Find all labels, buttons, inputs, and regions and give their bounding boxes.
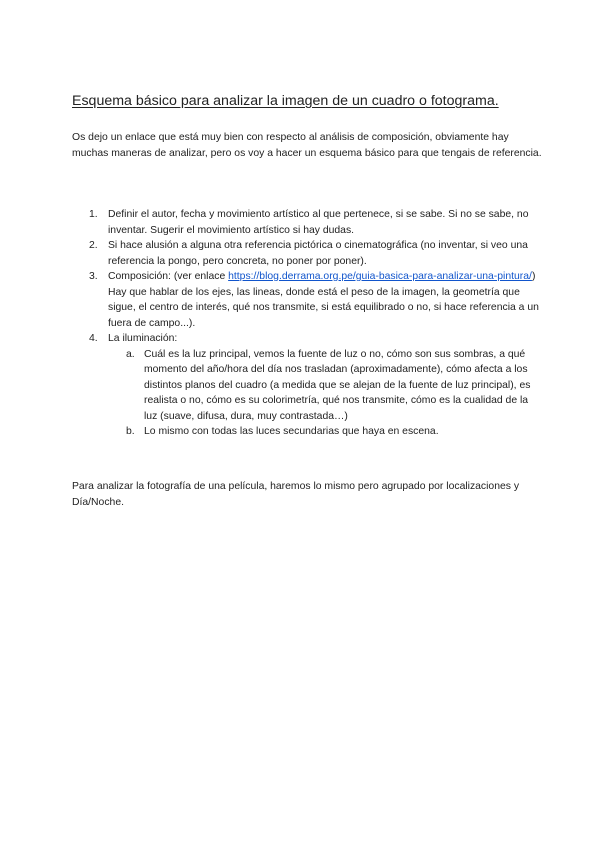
list-item-text: La iluminación: — [108, 333, 178, 344]
list-item-number: 2. — [89, 240, 98, 251]
composition-guide-link[interactable]: https://blog.derrama.org.pe/guia-basica-para-analizar-una-pintura/ — [228, 271, 532, 282]
sublist-item-text: Cuál es la luz principal, vemos la fuente de luz o no, cómo son sus sombras, a qué momento del año/hora del día nos trasladan (aproximadamente), cómo afecta a los distintos planos del cuadro (a medida que se alejan de la fuente de luz principal), es realista o no, cómo es su colorimetría, qué nos transmite, cómo es la cualidad de la luz (suave, difusa, dura, muy contrastada…) — [144, 348, 531, 422]
sublist-item-letter: a. — [126, 348, 135, 360]
document-title: Esquema básico para analizar la imagen de un cuadro o fotograma. — [72, 93, 499, 109]
sublist-item-text: Lo mismo con todas las luces secundarias que haya en escena. — [144, 426, 439, 437]
intro-paragraph: Os dejo un enlace que está muy bien con respecto al análisis de composición, obviamente hay muchas maneras de analizar, pero os voy a hacer un esquema básico para que tengais de referencia. — [72, 132, 542, 159]
lettered-sublist — [72, 347, 542, 440]
list-item — [72, 238, 542, 269]
list-item-text: Definir el autor, fecha y movimiento artístico al que pertenece, si se sabe. Si no se sabe, no inventar. Sugerir el movimiento artístico si hay dudas. — [108, 209, 529, 236]
numbered-list — [72, 207, 542, 440]
closing-paragraph: Para analizar la fotografía de una película, haremos lo mismo pero agrupado por localizaciones y Día/Noche. — [72, 481, 520, 508]
sublist-item — [72, 424, 542, 440]
sublist-item-letter: b. — [126, 426, 135, 437]
list-item-text: ) Hay que hablar de los ejes, las lineas, donde está el peso de la imagen, la geometría que sigue, el centro de interés, qué nos transmite, si está equilibrado o no, si hace referencia a un fuera de campo...). — [108, 271, 539, 329]
list-item-number: 1. — [89, 209, 98, 220]
list-item-text: Si hace alusión a alguna otra referencia pictórica o cinematográfica (no inventar, si veo una referencia la pongo, pero concreta, no poner por poner). — [108, 240, 528, 267]
list-item — [72, 269, 542, 331]
list-item-number: 3. — [89, 271, 98, 282]
list-item — [72, 331, 542, 347]
sublist-item — [72, 347, 542, 425]
list-item-number: 4. — [89, 333, 98, 344]
list-item-text: Composición: (ver enlace — [108, 271, 229, 282]
list-item — [72, 207, 542, 238]
